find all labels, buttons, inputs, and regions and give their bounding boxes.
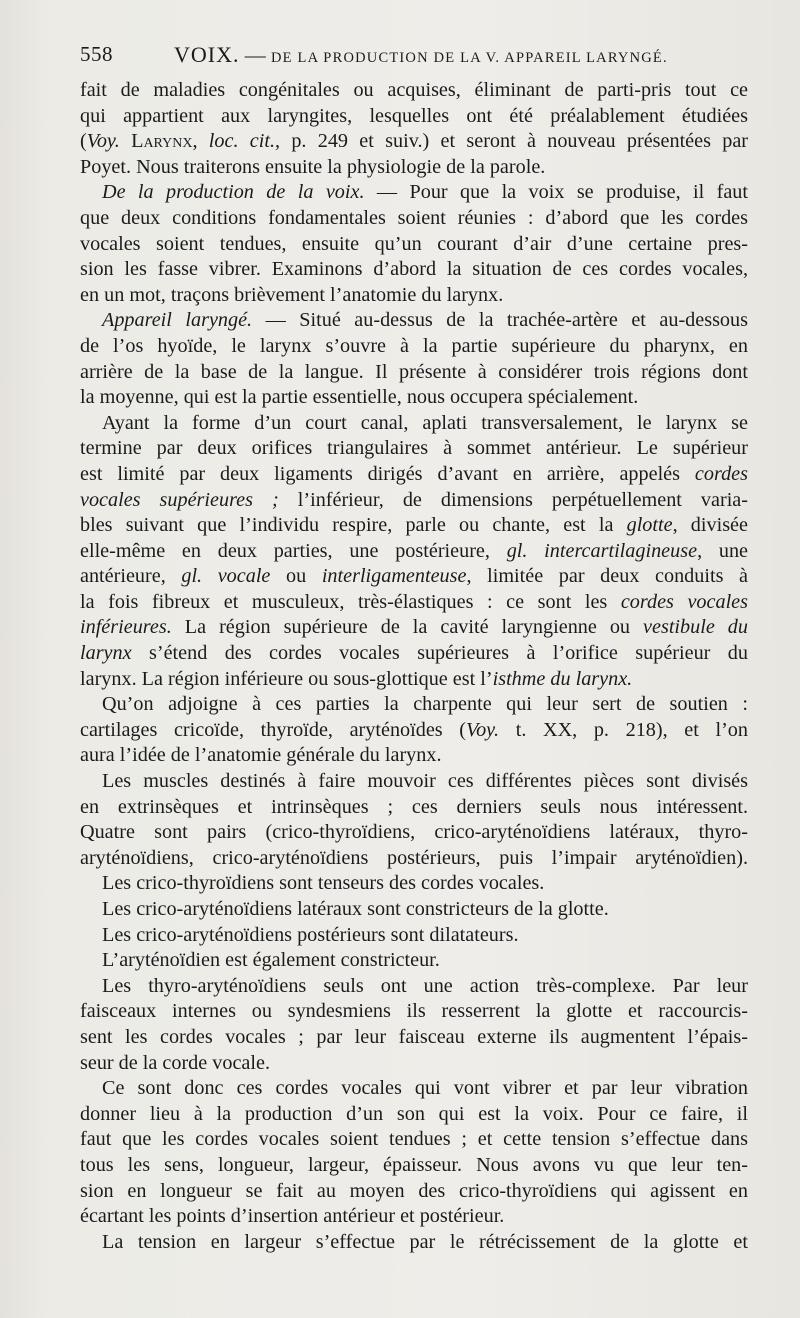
text-line: La tension en largeur s’effectue par le rétrécissement de la glotte et [102,1230,748,1253]
text-line: faisceaux internes ou syndesmiens ils resserrent la glotte et raccourcis- [80,1000,748,1023]
running-title-dash: — [239,43,271,67]
text-line: Quatre sont pairs (crico-thyroïdiens, crico-aryténoïdiens latéraux, thyro- [80,821,748,844]
text-line: est limité par deux ligaments dirigés d’avant en arrière, appelés cordes [80,462,748,485]
text-line: cartilages cricoïde, thyroïde, aryténoïdes (Voy. t. XX, p. 218), et l’on [80,718,748,741]
text-line: vocales soient tendues, ensuite qu’un courant d’air d’une certaine pres- [80,232,748,255]
text-line: Qu’on adjoigne à ces parties la charpente qui leur sert de soutien : [102,693,748,716]
text-line: qui appartient aux laryngites, lesquelles ont été préalablement étudiées [80,104,748,127]
text-line: arrière de la base de la langue. Il présente à considérer trois régions dont [80,360,748,383]
text-line: Les thyro-aryténoïdiens seuls ont une action très-complexe. Par leur [102,974,748,997]
body-text [80,78,748,1255]
text-line: fait de maladies congénitales ou acquises, éliminant de parti-pris tout ce [80,79,748,101]
text-line: de l’os hyoïde, le larynx s’ouvre à la partie supérieure du pharynx, en [80,334,748,357]
text-line: (Voy. Larynx, loc. cit., p. 249 et suiv.) et seront à nouveau présentées par [80,130,749,153]
text-line: larynx. La région inférieure ou sous-glottique est l’isthme du larynx. [80,667,633,690]
text-line: écartant les points d’insertion antérieur et postérieur. [80,1205,505,1228]
text-line: larynx s’étend des cordes vocales supérieures à l’orifice supérieur du [80,642,748,665]
text-line: la moyenne, qui est la partie essentielle, nous occupera spécialement. [80,386,639,409]
text-line: Les muscles destinés à faire mouvoir ces différentes pièces sont divisés [102,770,748,793]
text-line: L’aryténoïdien est également constricteur. [102,949,440,972]
text-line: Ce sont donc ces cordes vocales qui vont vibrer et par leur vibration [102,1077,748,1100]
text-line: bles suivant que l’individu respire, parle ou chante, est la glotte, divisée [80,514,748,537]
text-line: donner lieu à la production d’un son qui est la voix. Pour ce faire, il [80,1102,748,1125]
text-line: faut que les cordes vocales soient tendues ; et cette tension s’effectue dans [80,1128,748,1151]
section-title: DE LA PRODUCTION DE LA V. APPAREIL LARYNGÉ. [271,50,668,66]
text-line: aryténoïdiens, crico-aryténoïdiens postérieurs, puis l’impair aryténoïdien). [80,846,748,869]
running-title-main: VOIX. [174,42,240,67]
text-line: Les crico-aryténoïdiens postérieurs sont dilatateurs. [102,923,519,946]
text-line: sent les cordes vocales ; par leur faisceau externe ils augmentent l’épais- [80,1025,748,1048]
running-header [80,42,748,72]
text-line: termine par deux orifices triangulaires à sommet antérieur. Le supérieur [80,437,748,460]
text-line: inférieures. La région supérieure de la cavité laryngienne ou vestibule du [80,616,748,639]
text-line: De la production de la voix. — Pour que la voix se produise, il faut [102,181,749,204]
text-line: Les crico-aryténoïdiens latéraux sont constricteurs de la glotte. [102,898,609,920]
text-line: tous les sens, longueur, largeur, épaisseur. Nous avons vu que leur ten- [80,1153,748,1176]
text-line: antérieure, gl. vocale ou interligamenteuse, limitée par deux conduits à [80,565,748,588]
text-line: en un mot, traçons brièvement l’anatomie du larynx. [80,283,504,306]
text-line: sion en longueur se fait au moyen des crico-thyroïdiens qui agissent en [80,1179,748,1202]
text-line: en extrinsèques et intrinsèques ; ces derniers seuls nous intéressent. [80,795,748,818]
text-line: Appareil laryngé. — Situé au-dessus de la trachée-artère et au-dessous [102,309,748,332]
page-number: 558 [80,42,113,66]
text-line: aura l’idée de l’anatomie générale du larynx. [80,744,442,767]
text-line: elle-même en deux parties, une postérieure, gl. intercartilagineuse, une [80,539,749,562]
text-line: Ayant la forme d’un court canal, aplati transversalement, le larynx se [102,411,748,434]
text-line: Les crico-thyroïdiens sont tenseurs des cordes vocales. [102,872,545,895]
text-line: vocales supérieures ; l’inférieur, de dimensions perpétuellement varia- [80,488,748,511]
text-line: que deux conditions fondamentales soient réunies : d’abord que les cordes [80,206,748,229]
running-title [174,42,668,68]
text-line: seur de la corde vocale. [80,1051,270,1074]
text-line: Poyet. Nous traiterons ensuite la physiologie de la parole. [80,155,546,178]
text-line: la fois fibreux et musculeux, très-élastiques : ce sont les cordes vocales [80,590,748,613]
text-line: sion les fasse vibrer. Examinons d’abord la situation de ces cordes vocales, [80,258,748,281]
